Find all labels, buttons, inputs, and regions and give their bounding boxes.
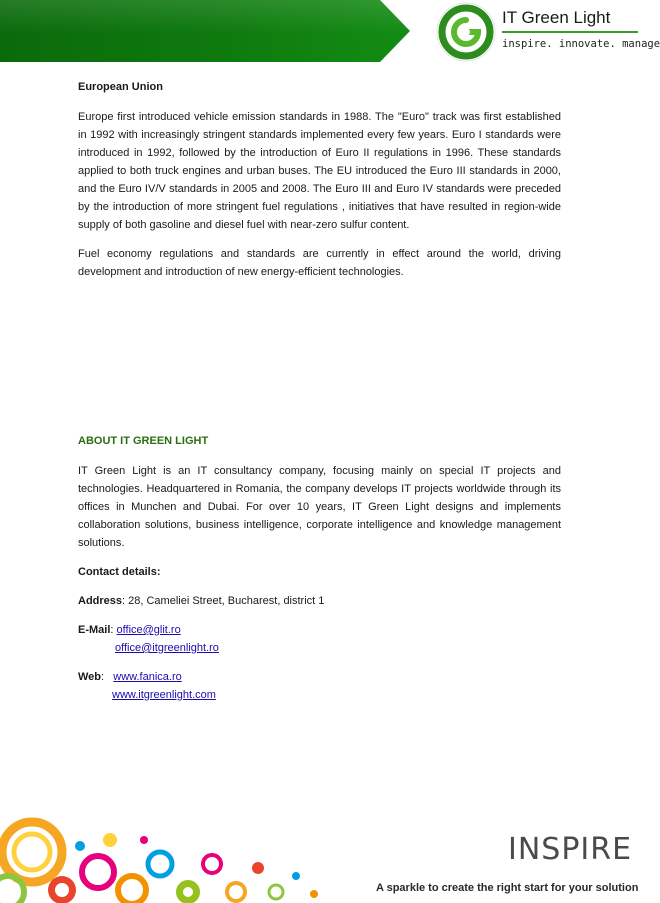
page-header bbox=[0, 0, 660, 62]
footer-tagline: A sparkle to create the right start for your solution bbox=[376, 882, 639, 894]
paragraph-about-company: IT Green Light is an IT consultancy company, focusing mainly on special IT projects and technologies. Headquartered in Romania, the company develops IT projects worldwide through its offices in Munchen and Dubai. For over 10 years, IT Green Light designs and implements collaboration solutions, business intelligence, corporate intelligence and knowledge management solutions. bbox=[78, 465, 561, 549]
email-row: E-Mail: office@glit.ro office@itgreenlight.ro bbox=[78, 624, 219, 654]
colorful-rings-icon bbox=[0, 812, 330, 903]
blank-space bbox=[78, 292, 561, 432]
swirl-logo-icon bbox=[436, 2, 496, 62]
address-row bbox=[78, 592, 561, 610]
section-title-european-union: European Union bbox=[78, 81, 163, 93]
email-label: E-Mail bbox=[78, 624, 111, 636]
section-title-about: ABOUT IT GREEN LIGHT bbox=[78, 435, 209, 447]
address-label: Address bbox=[78, 595, 123, 607]
paragraph-emission-standards: Europe first introduced vehicle emission standards in 1988. The "Euro" track was first established in 1992 with increasingly stringent standards implemented every few years. Euro I standards were introduced in 1992, followed by the introduction of Euro II regulations in 1996. These standards applied to both truck engines and urban buses. The EU introduced the Euro III standards in 2000, and the Euro IV/V standards in 2005 and 2008. The Euro III and Euro IV standards were preceded by the introduction of more stringent fuel regulations , initiatives that have resulted in region-wide supply of both gasoline and diesel fuel with near-zero sulfur content. bbox=[78, 111, 561, 231]
page-footer bbox=[0, 812, 638, 903]
web-link-itgreenlight[interactable]: www.itgreenlight.com bbox=[112, 689, 216, 701]
email-link-itgreenlight[interactable]: office@itgreenlight.ro bbox=[115, 642, 219, 654]
web-row: Web: www.fanica.ro www.itgreenlight.com bbox=[78, 671, 216, 701]
paragraph-fuel-economy: Fuel economy regulations and standards are currently in effect around the world, driving development and introduction of new energy-efficient technologies. bbox=[78, 248, 561, 278]
brand-name: IT Green Light bbox=[502, 8, 611, 27]
address-value: : 28, Cameliei Street, Bucharest, district 1 bbox=[122, 595, 325, 607]
email-link-glit[interactable]: office@glit.ro bbox=[116, 624, 181, 636]
contact-details-heading: Contact details: bbox=[78, 566, 161, 578]
web-label: Web bbox=[78, 671, 102, 683]
document-body bbox=[78, 78, 561, 715]
brand-underline bbox=[502, 31, 638, 33]
web-link-fanica[interactable]: www.fanica.ro bbox=[113, 671, 182, 683]
header-green-band bbox=[0, 0, 410, 62]
inspire-wordmark: INSPIRE bbox=[508, 832, 633, 867]
brand-tagline: inspire. innovate. manage bbox=[502, 38, 660, 50]
